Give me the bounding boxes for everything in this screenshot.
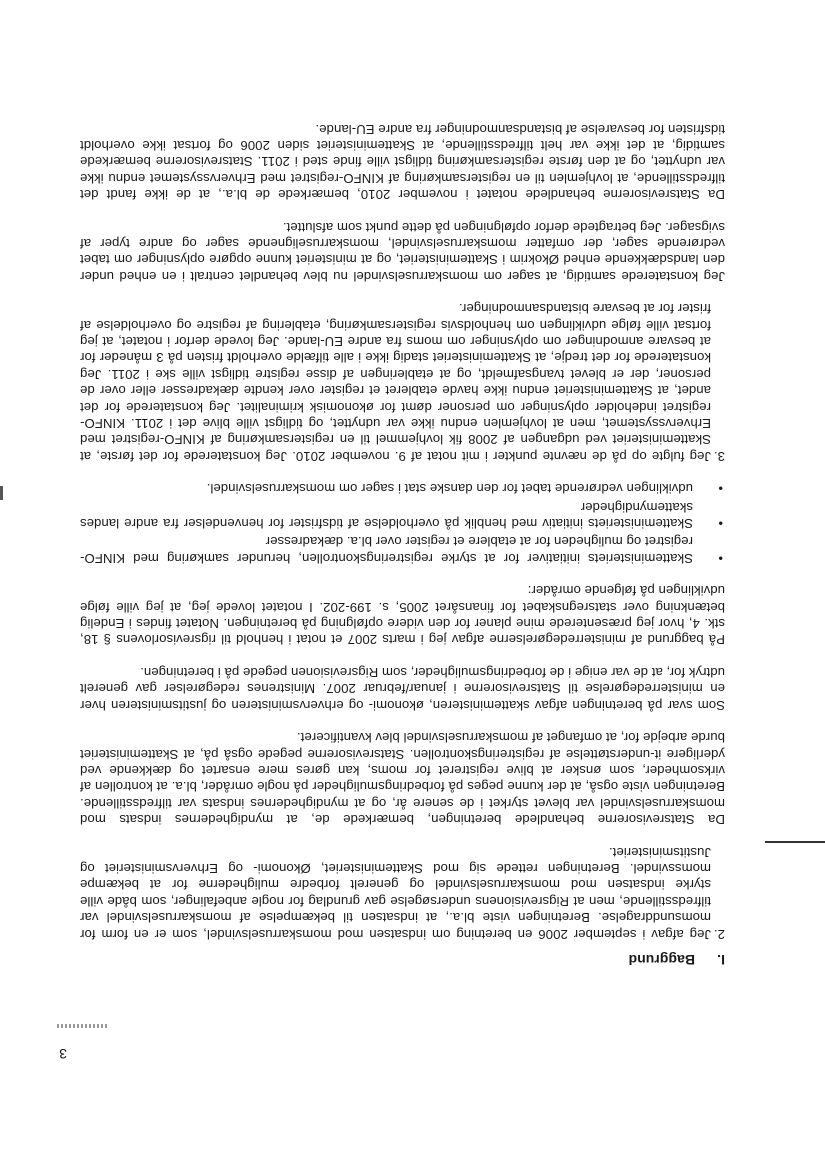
list-item-text: Skatteministeriets initiativ med henblik på overholdelse af tidsfrister for henvendelser fra andre landes skattemyndigheder bbox=[80, 499, 693, 532]
edge-tick-mark-small bbox=[0, 486, 3, 500]
bullet-icon: • bbox=[718, 516, 723, 532]
list-item-text: Skatteministeriets initiativer for at styrke registreringskontrollen, herunder samkøring med KINFO-registret og muligheden for at etablere et register over bl.a. dækadresser bbox=[80, 534, 693, 566]
section-heading bbox=[80, 952, 725, 968]
list-item bbox=[80, 498, 725, 531]
paragraph-text: Jeg afgav i september 2006 en beretning om indsatsen mod momskarruselsvindel, som er en form for momsunddragelse. Beretningen viste bl.a., at indsatsen til bekæmpelse af momskarruselsvindel var tilfredsstillende, men at Rigsrevisionens undersøgelse gav grundlag for nogle anbefalinger, som både ville styrke indsatsen mod momskarruselsvindel og generelt forbedre mulighederne for at bekæmpe momssvindel. Beretningen rettede sig mod Skatteministeriet, Økonomi- og Erhvervsministeriet og Justitsministeriet. bbox=[80, 844, 711, 942]
page-number: 3 bbox=[59, 1046, 67, 1062]
paragraph-momskarrusel-central: Jeg konstaterede samtidig, at sager om momskarruselsvindel nu blev behandlet centralt i en enhed under den landsdækkende enhed Økokrim i Skatteministeriet, og at ministeriet kunne opgøre oplysninger om tabet vedrørende sager, der omfatter momskarruselsvindel, momskarruselignende sager og andre typer af svigsager. Jeg betragtede derfor opfølgningen på dette punkt som afsluttet. bbox=[80, 219, 725, 284]
paragraph-notat-2007: På baggrund af ministerredegørelserne afgav jeg i marts 2007 et notat i henhold til rigsrevisorlovens § 18, stk. 4, hvor jeg præsenterede mine planer for den videre opfølgning på beretningen. Notatet findes i Endelig betænkning over statsregnskabet for finansåret 2005, s. 199-202. I notatet lovede jeg, at jeg ville følge udviklingen på følgende områder: bbox=[80, 583, 725, 648]
paragraph-statsrevisorer-1: Da Statsrevisorerne behandlede beretningen, bemærkede de, at myndighedernes indsats mod momskarruselsvindel var blevet styrket i de senere år, og at myndighedernes indsats var tilfredsstillende. Beretningen viste også, at der kunne peges på forbedringsmuligheder på nogle områder, bl.a. at kontrollen af virksomheder, som ønsker at blive registreret for moms, kan gøres mere ensartet og dækkende ved yderligere it-understøttelse af registreringskontrollen. Statsrevisorerne pegede også på, at Skatteministeriet burde arbejde for, at omfanget af momskarruselsvindel blev kvantificeret. bbox=[80, 730, 725, 828]
paragraph-2 bbox=[80, 843, 725, 941]
document-body bbox=[80, 104, 725, 968]
paragraph-number: 3. bbox=[713, 448, 725, 464]
bullet-icon: • bbox=[718, 550, 723, 566]
paragraph-ministerredegoerelse: Som svar på beretningen afgav skatteministeren, økonomi- og erhvervsministeren og justitsministeren hver en ministerredegørelse til Statsrevisorerne i januar/februar 2007. Ministrenes redegørelser gav generelt udtryk for, at de var enige i de forbedringsmuligheder, som Rigsrevisionen pegede på i beretningen. bbox=[80, 664, 725, 713]
section-title: Baggrund bbox=[628, 952, 695, 968]
section-number: I. bbox=[717, 952, 725, 968]
paragraph-number: 2. bbox=[713, 926, 725, 942]
list-item bbox=[80, 533, 725, 566]
paragraph-statsrevisorer-2010: Da Statsrevisorerne behandlede notatet i november 2010, bemærkede de bl.a., at de ikke fandt det tilfredsstillende, at lovhjemlen til en registersamkøring af KINFO-registret med Erhvervssystemet endnu ikke var udnyttet, og at den første registersamkøring tidligst ville finde sted i 2011. Statsrevisorerne bemærkede samtidig, at det ikke var helt tilfredsstillende, at Skatteministeriet siden 2006 og fortsat ikke overholdt tidsfristen for besvarelse af bistandsanmodninger fra andre EU-lande. bbox=[80, 121, 725, 203]
list-item bbox=[80, 480, 725, 496]
paragraph-text: Jeg fulgte op på de nævnte punkter i mit notat af 9. november 2010. Jeg konstaterede for det første, at Skatteministeriet ved udgangen af 2008 fik lovhjemmel til en registersamkøring af KINFO-registret med Erhvervssystemet, men at lovhjemlen endnu ikke var udnyttet, og tidligst ville blive det i 2011. KINFO-registret indeholder oplysninger om personer dømt for økonomisk kriminalitet. Jeg konstaterede for det andet, at Skatteministeriet endnu ikke havde etableret et register over kendte dækadresser eller over de personer, der er blevet tvangsafmeldt, og at etableringen af disse registre tidligst ville ske i 2011. Jeg konstaterede for det tredje, at Skatteministeriet stadig ikke i alle tilfælde overholdt fristen på 3 måneder for at besvare anmodninger om oplysninger om moms fra andre EU-lande. Jeg lovede derfor i notatet, at jeg fortsat ville følge udviklingen om henholdsvis registersamkøring, etablering af registre og overholdelse af frister for at besvare bistandsanmodninger. bbox=[80, 301, 711, 464]
edge-tick-mark bbox=[765, 841, 825, 843]
scan-mark bbox=[57, 1024, 107, 1028]
followup-bullet-list bbox=[80, 480, 725, 566]
list-item-text: udviklingen vedrørende tabet for den danske stat i sager om momskarruselsvindel. bbox=[206, 481, 693, 497]
paragraph-3 bbox=[80, 300, 725, 464]
bullet-icon: • bbox=[718, 481, 723, 497]
